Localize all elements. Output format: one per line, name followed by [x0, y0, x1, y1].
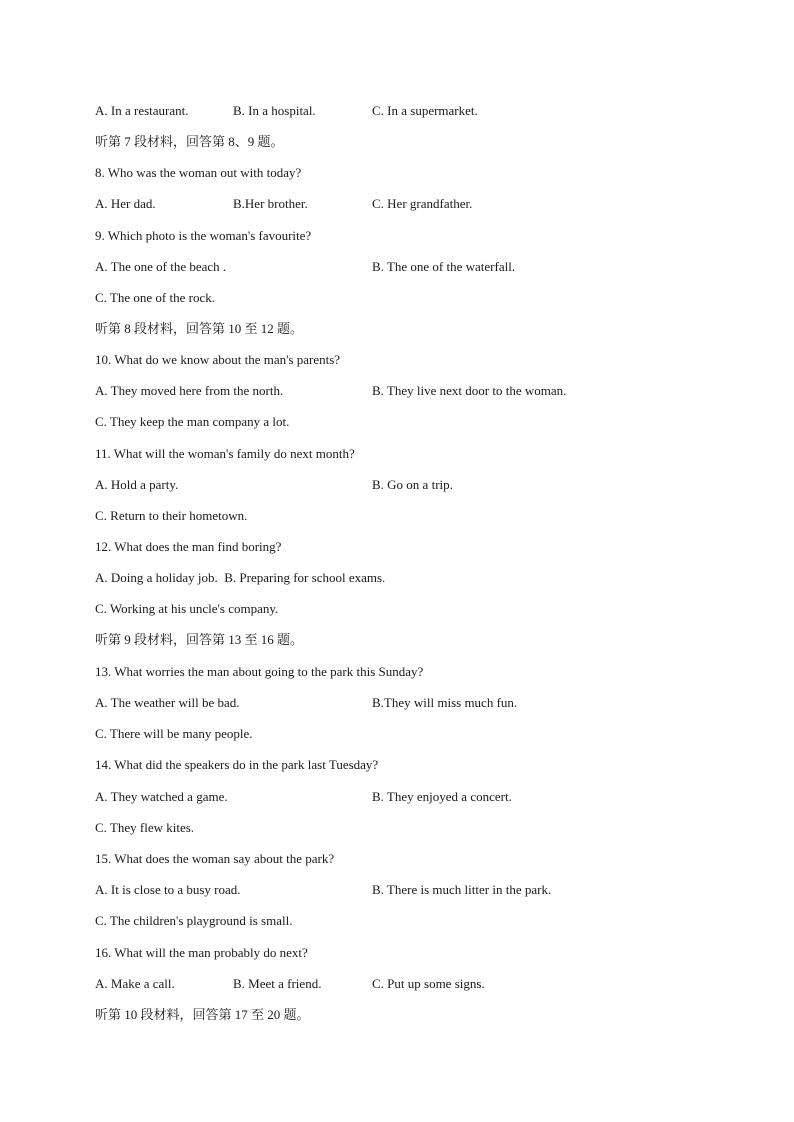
- q12-options-ab: A. Doing a holiday job. B. Preparing for school exams.: [95, 570, 386, 585]
- q7-option-a: A. In a restaurant.: [95, 103, 189, 118]
- q7-option-b: B. In a hospital.: [233, 103, 316, 118]
- q13-option-b: B.They will miss much fun.: [372, 695, 518, 710]
- section-7-instruction: 听第 7 段材料，回答第 8、9 题。: [95, 134, 284, 149]
- q11-option-c: C. Return to their hometown.: [95, 508, 248, 523]
- q15-option-a: A. It is close to a busy road.: [95, 882, 241, 897]
- q13-option-c: C. There will be many people.: [95, 726, 253, 741]
- q14-option-c: C. They flew kites.: [95, 820, 195, 835]
- q9-question: 9. Which photo is the woman's favourite?: [95, 228, 312, 243]
- section-10-instruction: 听第 10 段材料，回答第 17 至 20 题。: [95, 1007, 310, 1022]
- q14-question: 14. What did the speakers do in the park last Tuesday?: [95, 757, 379, 772]
- q15-option-c: C. The children's playground is small.: [95, 913, 293, 928]
- q11-question: 11. What will the woman's family do next month?: [95, 446, 355, 461]
- q10-option-a: A. They moved here from the north.: [95, 383, 284, 398]
- q9-option-a: A. The one of the beach .: [95, 259, 227, 274]
- q8-option-a: A. Her dad.: [95, 196, 156, 211]
- q12-question: 12. What does the man find boring?: [95, 539, 282, 554]
- q16-option-b: B. Meet a friend.: [233, 976, 322, 991]
- q13-question: 13. What worries the man about going to the park this Sunday?: [95, 664, 424, 679]
- q14-option-a: A. They watched a game.: [95, 789, 228, 804]
- q10-option-b: B. They live next door to the woman.: [372, 383, 567, 398]
- q11-option-b: B. Go on a trip.: [372, 477, 453, 492]
- q15-option-b: B. There is much litter in the park.: [372, 882, 552, 897]
- q16-option-c: C. Put up some signs.: [372, 976, 485, 991]
- q8-option-c: C. Her grandfather.: [372, 196, 473, 211]
- q10-option-c: C. They keep the man company a lot.: [95, 414, 290, 429]
- q16-question: 16. What will the man probably do next?: [95, 945, 308, 960]
- q7-option-c: C. In a supermarket.: [372, 103, 478, 118]
- q11-option-a: A. Hold a party.: [95, 477, 179, 492]
- q9-option-b: B. The one of the waterfall.: [372, 259, 516, 274]
- section-8-instruction: 听第 8 段材料，回答第 10 至 12 题。: [95, 321, 304, 336]
- q8-option-b: B.Her brother.: [233, 196, 308, 211]
- q12-option-c: C. Working at his uncle's company.: [95, 601, 279, 616]
- q14-option-b: B. They enjoyed a concert.: [372, 789, 512, 804]
- section-9-instruction: 听第 9 段材料，回答第 13 至 16 题。: [95, 632, 304, 647]
- q9-option-c: C. The one of the rock.: [95, 290, 215, 305]
- q15-question: 15. What does the woman say about the park?: [95, 851, 335, 866]
- q16-option-a: A. Make a call.: [95, 976, 175, 991]
- q8-question: 8. Who was the woman out with today?: [95, 165, 302, 180]
- q13-option-a: A. The weather will be bad.: [95, 695, 240, 710]
- q10-question: 10. What do we know about the man's parents?: [95, 352, 341, 367]
